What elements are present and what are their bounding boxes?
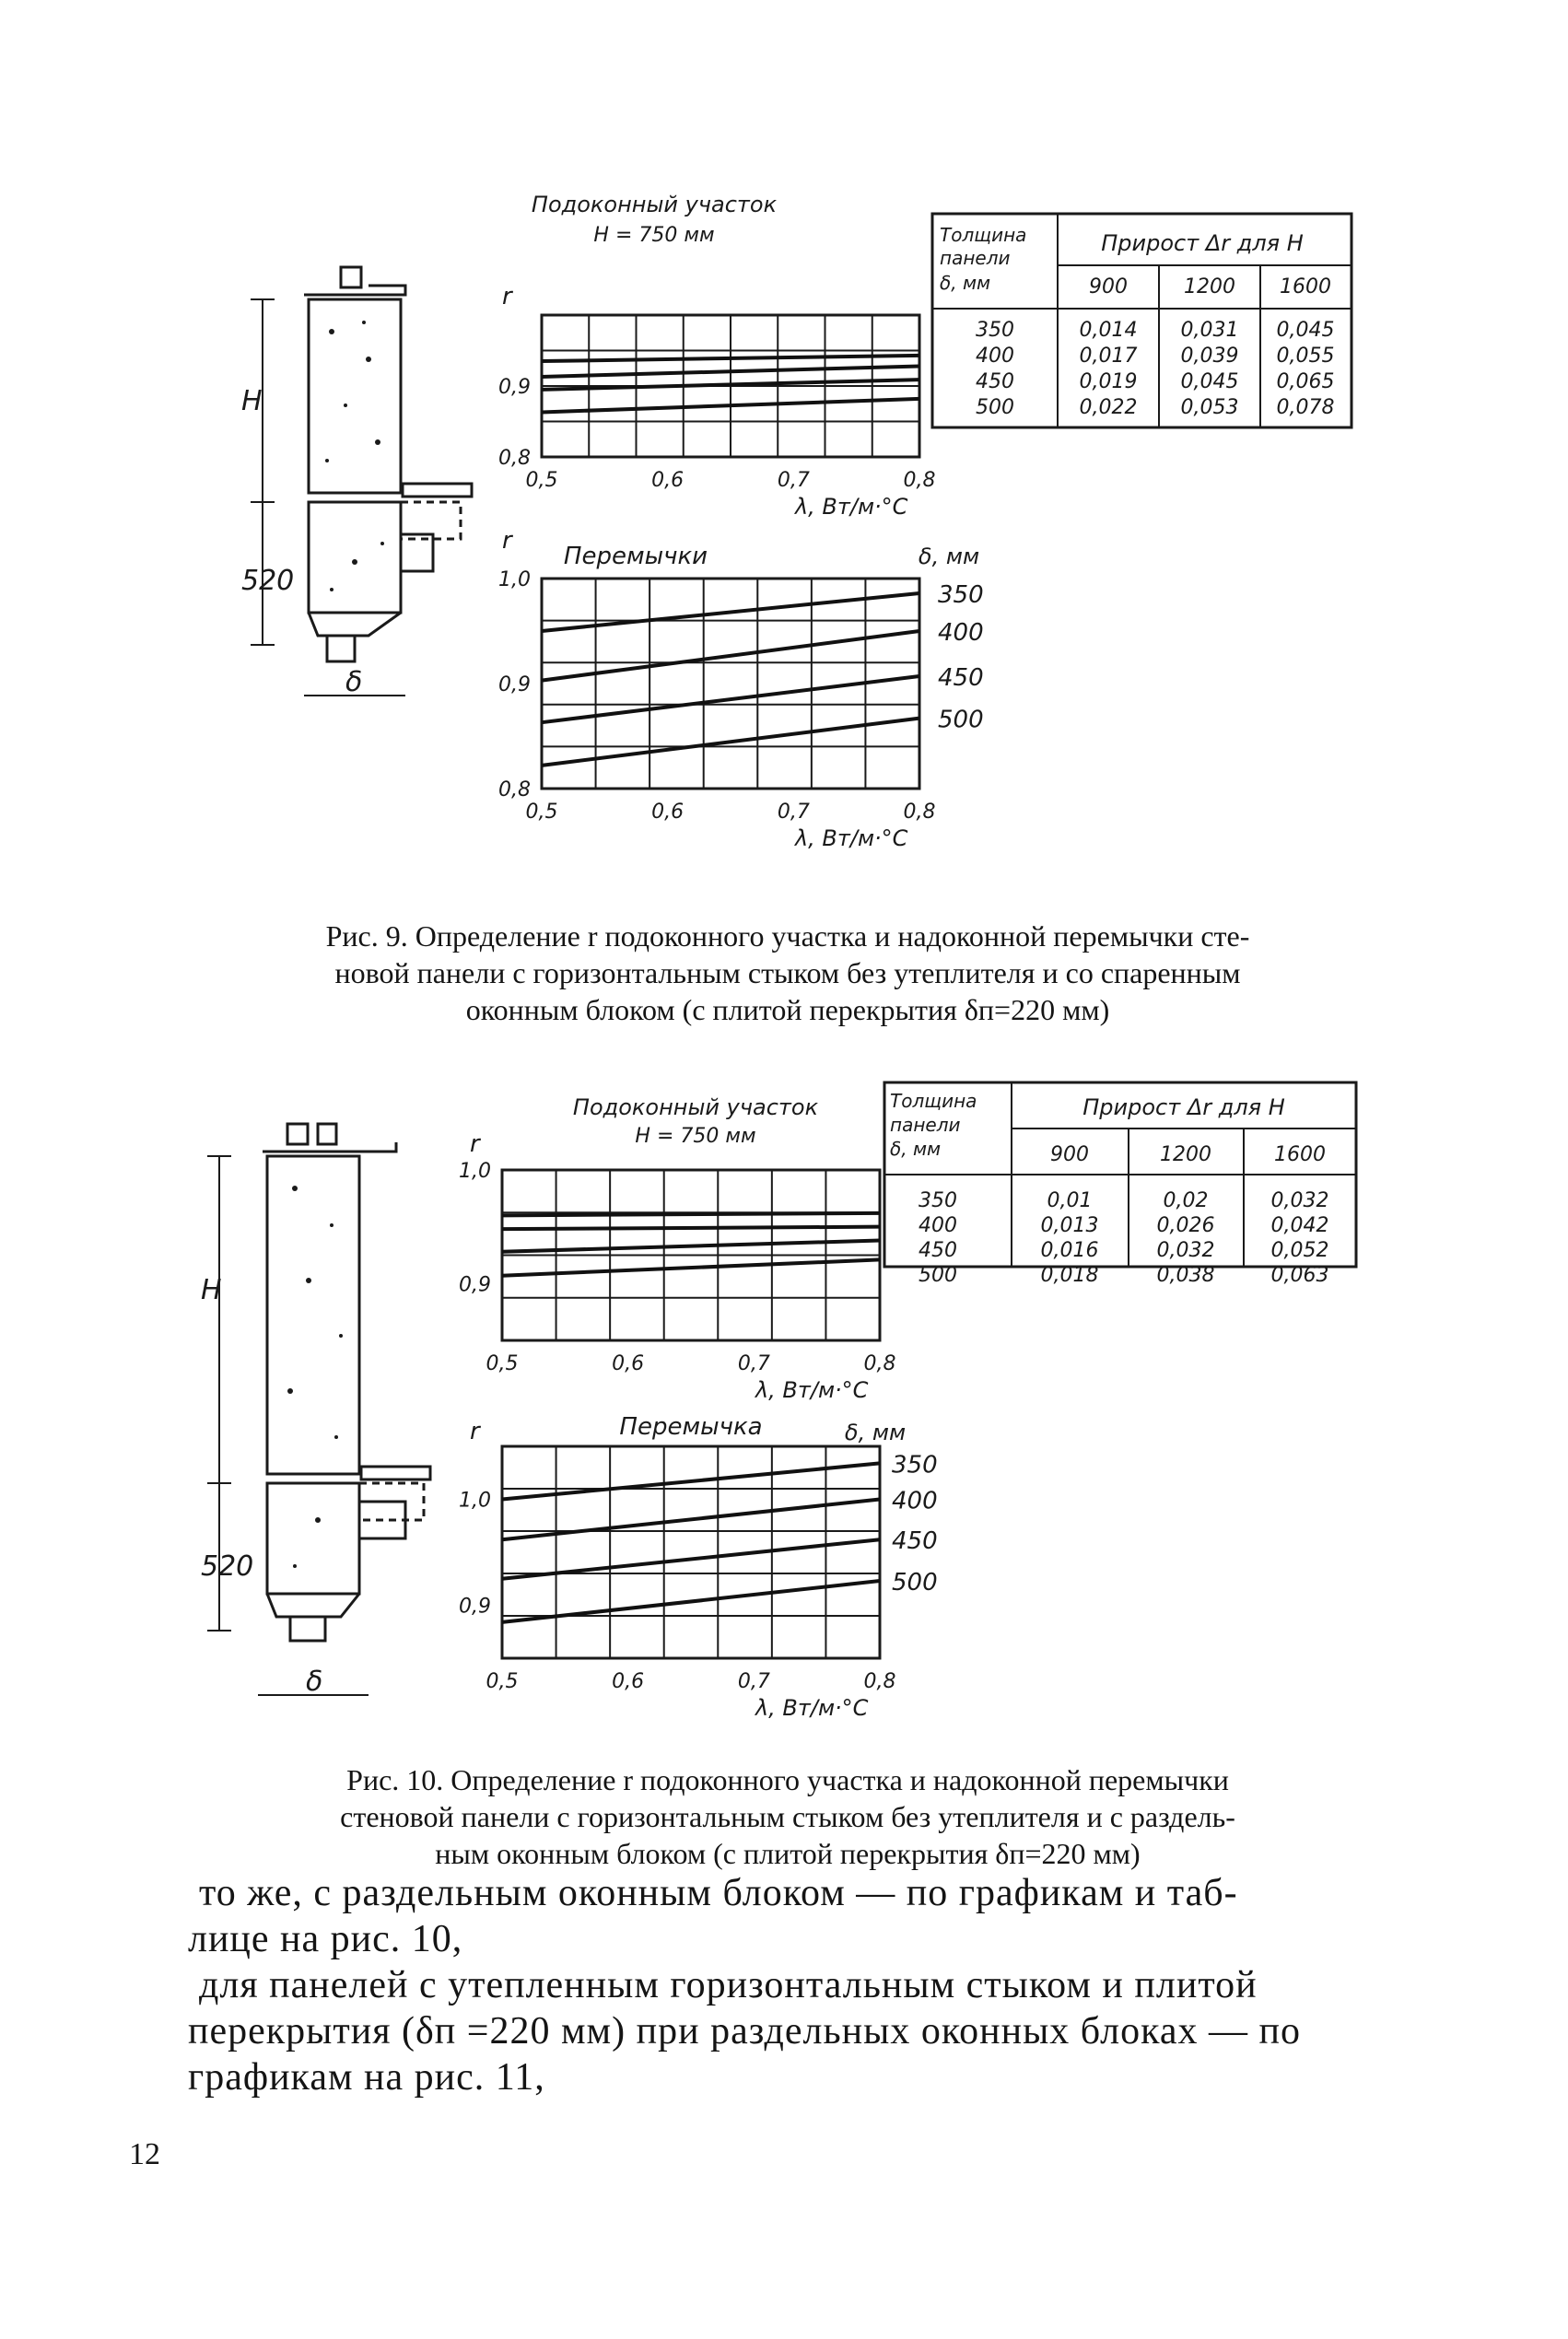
x-tick-label: 0,8 [863,1670,896,1693]
caption-line: оконным блоком (с плитой перекрытия δп=220 мм) [465,993,1110,1026]
caption-line: ным оконным блоком (с плитой перекрытия δп=220 мм) [435,1837,1141,1870]
figure-9 [0,0,1568,1013]
table-value-cell: 0,016 [1040,1239,1099,1262]
y-tick-label: 0,8 [498,447,531,470]
table-value-cell: 0,039 [1180,345,1239,368]
chart-sill-fig10 [459,1160,896,1403]
series-line-450 [542,676,919,722]
y-tick-label: 0,8 [498,778,531,801]
table-col-header: панели [890,1114,961,1136]
x-tick-label: 0,5 [486,1670,519,1693]
table-h-value: 1600 [1280,275,1331,298]
x-tick-label: 0,5 [525,469,558,492]
table-value-cell: 0,042 [1270,1214,1329,1237]
panel-height-label: H [201,1274,222,1306]
table-value-cell: 0,063 [1270,1264,1329,1287]
panel-dim-520-label: 520 [201,1550,254,1583]
table-value-cell: 0,032 [1270,1189,1329,1212]
table-body [919,1189,1328,1287]
chart-lintel-fig9 [498,568,984,851]
panel-thickness-label: δ [345,666,363,698]
table-value-cell: 0,018 [1040,1264,1099,1287]
panel-dim-520-label: 520 [241,565,295,597]
y-tick-label: 0,9 [459,1273,491,1297]
chart-title: Подоконный участок [572,1094,819,1120]
series-label: 350 [938,580,984,609]
series-line-350 [542,593,919,631]
table-col-header: Толщина [940,224,1027,246]
figure-9-caption [193,918,1382,1028]
table-value-cell: 0,032 [1156,1239,1215,1262]
figure-10-caption [189,1761,1387,1872]
chart-lintel-fig10 [459,1446,938,1721]
series-line-350 [502,1463,880,1499]
series-label: 400 [892,1487,938,1515]
x-tick-label: 0,7 [777,469,810,492]
table-h-value: 900 [1050,1143,1089,1166]
legend-title: δ, мм [918,544,980,569]
increment-table-fig9 [932,214,1352,427]
table-thickness-cell: 450 [976,370,1014,393]
y-axis-label: r [502,527,512,555]
y-axis-label: r [502,283,512,310]
series-label: 450 [938,664,984,693]
series-line-500 [542,719,919,766]
series-line-400 [502,1500,880,1540]
x-tick-label: 0,8 [903,801,936,824]
x-tick-label: 0,8 [863,1352,896,1375]
paragraph-line: перекрытия (δп =220 мм) при раздельных оконных блоках — по [188,2010,1301,2052]
caption-line: Рис. 9. Определение r подоконного участка и надоконной перемычки сте- [325,919,1250,953]
table-thickness-cell: 350 [919,1189,957,1212]
page-number: 12 [129,2137,160,2171]
legend-title: δ, мм [844,1420,907,1445]
table-value-cell: 0,055 [1276,345,1335,368]
series-line-500 [502,1259,880,1275]
table-value-cell: 0,019 [1079,370,1138,393]
chart-subtitle: H = 750 мм [635,1125,756,1148]
wall-panel-drawing [251,267,472,696]
table-body [976,319,1334,419]
table-thickness-cell: 400 [919,1214,957,1237]
x-tick-label: 0,7 [737,1670,770,1693]
caption-line: стеновой панели с горизонтальным стыком без утеплителя и с раздель- [340,1800,1235,1833]
series-line-400 [542,631,919,681]
increment-table-fig10 [884,1082,1356,1287]
series-label: 400 [938,619,984,647]
table-thickness-cell: 450 [919,1239,957,1262]
table-col-header: панели [940,247,1011,269]
x-tick-label: 0,6 [612,1352,645,1375]
table-h-value: 1200 [1160,1143,1211,1166]
table-value-cell: 0,01 [1047,1189,1093,1212]
x-tick-label: 0,6 [651,469,685,492]
table-value-cell: 0,022 [1079,396,1138,419]
y-axis-label: r [470,1418,480,1445]
table-value-cell: 0,038 [1156,1264,1215,1287]
x-axis-label: λ, Вт/м·°С [794,825,908,851]
y-tick-label: 1,0 [498,568,531,591]
series-label: 350 [892,1451,938,1479]
y-tick-label: 1,0 [459,1489,491,1513]
table-value-cell: 0,014 [1079,319,1138,342]
table-value-cell: 0,078 [1276,396,1335,419]
series-line-450 [502,1240,880,1251]
paragraph-line: для панелей с утепленным горизонтальным стыком и плитой [199,1964,1258,2006]
wall-panel-drawing [207,1124,430,1695]
y-tick-label: 0,9 [459,1595,491,1619]
chart-title: Перемычки [563,543,708,570]
paragraph-line: то же, с раздельным оконным блоком — по графикам и таб- [199,1872,1238,1914]
chart-subtitle: H = 750 мм [593,224,715,247]
table-thickness-cell: 400 [976,345,1014,368]
table-value-cell: 0,031 [1180,319,1239,342]
table-value-cell: 0,013 [1040,1214,1099,1237]
y-tick-label: 1,0 [459,1160,491,1183]
table-col-header: δ, мм [940,272,991,294]
x-axis-label: λ, Вт/м·°С [755,1377,869,1403]
table-group-header: Прирост Δr для H [1082,1094,1285,1120]
panel-thickness-label: δ [306,1666,323,1698]
table-col-header: δ, мм [890,1138,942,1160]
table-value-cell: 0,045 [1276,319,1335,342]
y-axis-label: r [470,1130,480,1158]
y-tick-label: 0,9 [498,673,531,696]
table-value-cell: 0,017 [1079,345,1138,368]
caption-line: новой панели с горизонтальным стыком без утеплителя и со спаренным [334,956,1241,989]
x-tick-label: 0,5 [486,1352,519,1375]
series-label: 500 [938,706,984,734]
table-value-cell: 0,065 [1276,370,1335,393]
table-value-cell: 0,02 [1163,1189,1209,1212]
paragraph-line: графикам на рис. 11, [188,2056,545,2099]
plot-frame [502,1446,880,1658]
series-label: 450 [892,1527,938,1556]
x-tick-label: 0,5 [525,801,558,824]
table-thickness-cell: 500 [919,1264,957,1287]
y-tick-label: 0,9 [498,376,531,399]
table-value-cell: 0,052 [1270,1239,1329,1262]
table-group-header: Прирост Δr для H [1101,230,1304,256]
body-text [188,1870,1422,2100]
table-thickness-cell: 500 [976,396,1014,419]
series-line-400 [502,1227,880,1229]
x-tick-label: 0,8 [903,469,936,492]
table-col-header: Толщина [890,1090,977,1112]
x-axis-label: λ, Вт/м·°С [794,494,908,520]
x-tick-label: 0,7 [737,1352,770,1375]
chart-sill-fig9 [498,315,936,520]
chart-title: Перемычка [619,1413,763,1441]
table-h-value: 1600 [1274,1143,1326,1166]
panel-height-label: H [241,385,263,417]
table-value-cell: 0,053 [1180,396,1239,419]
x-tick-label: 0,6 [651,801,685,824]
chart-title: Подоконный участок [531,192,778,217]
x-axis-label: λ, Вт/м·°С [755,1695,869,1721]
paragraph-line: лице на рис. 10, [188,1918,463,1960]
caption-line: Рис. 10. Определение r подоконного участка и надоконной перемычки [346,1763,1229,1796]
table-value-cell: 0,026 [1156,1214,1215,1237]
series-label: 500 [892,1569,938,1597]
table-h-value: 1200 [1184,275,1235,298]
x-tick-label: 0,6 [612,1670,645,1693]
x-tick-label: 0,7 [777,801,810,824]
table-value-cell: 0,045 [1180,370,1239,393]
table-h-value: 900 [1089,275,1128,298]
series-line-350 [502,1213,880,1215]
table-thickness-cell: 350 [976,319,1014,342]
